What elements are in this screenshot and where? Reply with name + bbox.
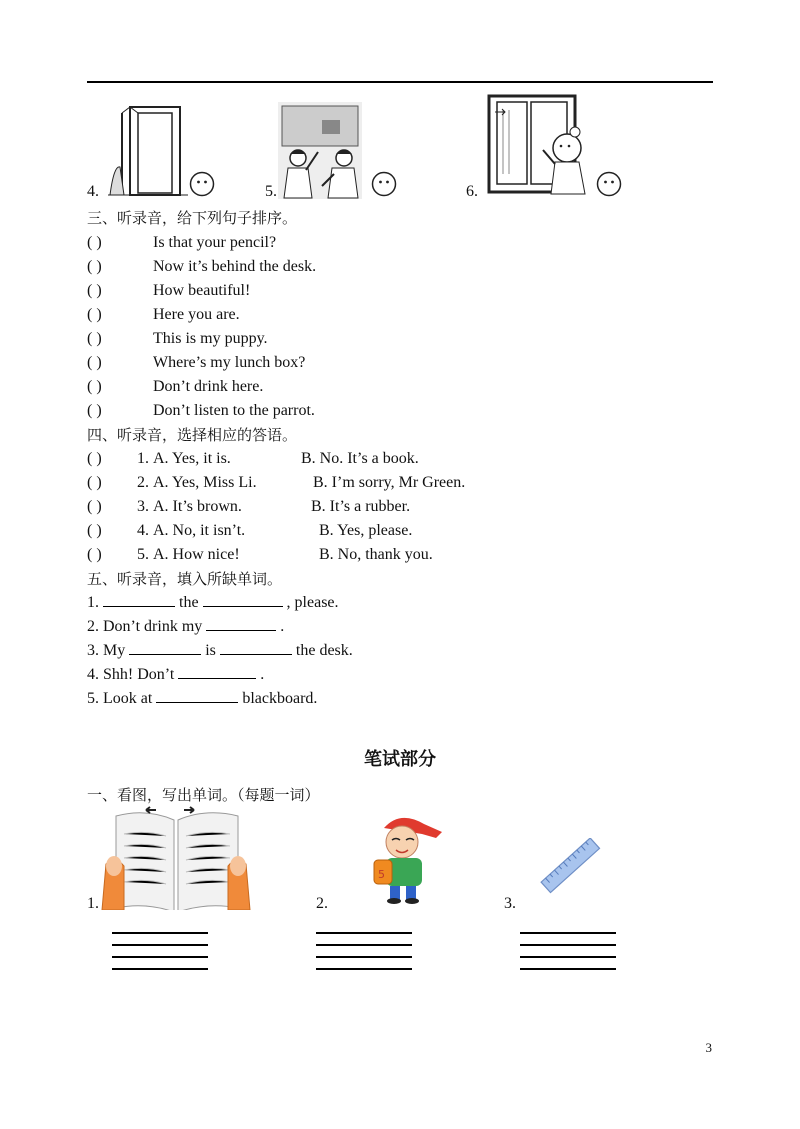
answer-paren: ( ) (87, 402, 102, 419)
list-item: ( ) 5. A. How nice! B. No, thank you. (87, 543, 433, 567)
option-b: B. I’m sorry, Mr Green. (313, 474, 466, 491)
door-icon (108, 103, 188, 199)
open-book-icon (100, 806, 252, 910)
svg-text:5: 5 (378, 868, 385, 881)
sentence: Here you are. (153, 306, 240, 323)
list-item: 2. Don’t drink my . (87, 618, 285, 635)
list-item: ( ) 1. A. Yes, it is. B. No. It’s a book. (87, 447, 419, 471)
list-item (87, 375, 263, 399)
picture-number: 2. (316, 895, 328, 912)
list-item: 3. My is the desk. (87, 642, 353, 659)
list-item: ( ) 4. A. No, it isn’t. B. Yes, please. (87, 519, 412, 543)
blank-line (103, 592, 175, 607)
answer-paren: ( ) (87, 546, 102, 563)
answer-paren: ( ) (87, 522, 102, 539)
top-rule (87, 81, 713, 83)
blank-line (206, 616, 276, 631)
list-item (87, 255, 316, 279)
girl-window-icon (487, 94, 587, 196)
answer-paren: ( ) (87, 258, 102, 275)
answer-paren: ( ) (87, 354, 102, 371)
list-item (87, 231, 276, 255)
sentence: Don’t listen to the parrot. (153, 402, 315, 419)
option-b: B. It’s a rubber. (311, 498, 411, 515)
written-heading: 一、看图，写出单词。（每题一词） (87, 786, 320, 804)
answer-paren: ( ) (87, 378, 102, 395)
list-item: 5. Look at blackboard. (87, 690, 318, 707)
blank-face-icon (189, 171, 215, 197)
blank-line (203, 592, 283, 607)
option-a: A. Yes, Miss Li. (153, 474, 257, 491)
boy-with-bag-icon (370, 812, 446, 904)
sentence: This is my puppy. (153, 330, 268, 347)
picture-number: 3. (504, 895, 516, 912)
answer-paren: ( ) (87, 498, 102, 515)
ruler-icon (540, 838, 602, 894)
page-number: 3 (705, 1040, 712, 1055)
written-section-title: 笔试部分 (364, 749, 436, 770)
section5-heading: 五、听录音，填入所缺单词。 (87, 570, 283, 588)
blank-line (220, 640, 292, 655)
picture-number: 1. (87, 895, 99, 912)
option-a: A. How nice! (153, 546, 240, 563)
sentence: Where’s my lunch box? (153, 354, 306, 371)
blank-line (129, 640, 201, 655)
list-item (87, 399, 315, 423)
picture-number: 4. (87, 183, 99, 200)
list-item (87, 279, 250, 303)
sentence: Don’t drink here. (153, 378, 264, 395)
list-item (87, 351, 305, 375)
option-b: B. No, thank you. (319, 546, 433, 563)
option-b: B. Yes, please. (319, 522, 413, 539)
answer-paren: ( ) (87, 306, 102, 323)
list-item: ( ) 3. A. It’s brown. B. It’s a rubber. (87, 495, 410, 519)
picture-number: 6. (466, 183, 478, 200)
option-a: A. It’s brown. (153, 498, 242, 515)
blank-face-icon (596, 171, 622, 197)
answer-paren: ( ) (87, 234, 102, 251)
list-item: ( ) 2. A. Yes, Miss Li. B. I’m sorry, Mr Green. (87, 471, 465, 495)
picture-number: 5. (265, 183, 277, 200)
section3-heading: 三、听录音，给下列句子排序。 (87, 209, 298, 227)
option-a: A. Yes, it is. (153, 450, 231, 467)
list-item: 4. Shh! Don’t . (87, 666, 265, 683)
section4-heading: 四、听录音，选择相应的答语。 (87, 426, 298, 444)
option-a: A. No, it isn’t. (153, 522, 246, 539)
answer-paren: ( ) (87, 330, 102, 347)
two-boys-pointing-icon (278, 102, 362, 199)
sentence: How beautiful! (153, 282, 251, 299)
list-item (87, 303, 240, 327)
blank-face-icon (371, 171, 397, 197)
blank-line (156, 688, 238, 703)
blank-line (178, 664, 256, 679)
answer-paren: ( ) (87, 450, 102, 467)
sentence: Now it’s behind the desk. (153, 258, 317, 275)
answer-paren: ( ) (87, 474, 102, 491)
answer-paren: ( ) (87, 282, 102, 299)
list-item: 1. the , please. (87, 594, 339, 611)
sentence: Is that your pencil? (153, 234, 277, 251)
option-b: B. No. It’s a book. (301, 450, 419, 467)
list-item (87, 327, 268, 351)
